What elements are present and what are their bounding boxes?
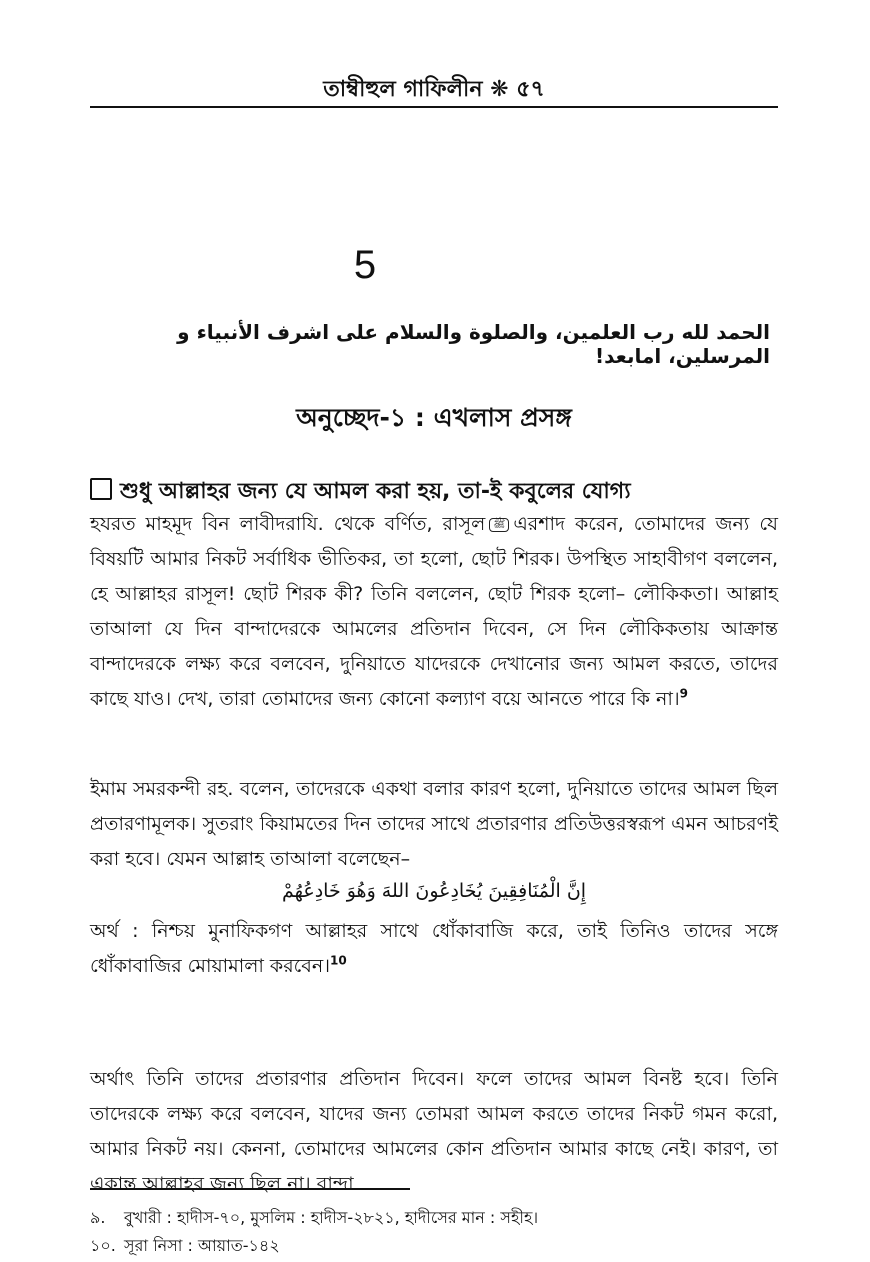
running-header: তাম্বীহুল গাফিলীন ❋ ৫৭ (323, 77, 545, 102)
paragraph-3 (90, 914, 778, 984)
footnote-ref-10[interactable]: 10 (330, 953, 347, 968)
footnote-9 (90, 1204, 778, 1232)
footnotes (90, 1204, 778, 1260)
footnote-ref-9[interactable]: 9 (679, 686, 689, 701)
paragraph-1 (90, 507, 778, 717)
checkbox-icon (90, 478, 112, 500)
footnote-number: ১০. (90, 1236, 116, 1255)
subheading-text: শুধু আল্লাহর জন্য যে আমল করা হয়, তা-ই কবুলের যোগ্য (120, 479, 631, 504)
section-heading: অনুচ্ছেদ-১ : এখলাস প্রসঙ্গ (296, 403, 572, 432)
chapter-number: 5 (353, 243, 377, 287)
verse-meaning: অর্থ : নিশ্চয় মুনাফিকগণ আল্লাহর সাথে ধোঁকাবাজি করে, তাই তিনিও তাদের সঙ্গে ধোঁকাবাজির মোয়ামালা করবেন। (90, 920, 778, 977)
paragraph-1-rest: এরশাদ করেন, তোমাদের জন্য যে বিষয়টি আমার নিকট সর্বাধিক ভীতিকর, তা হলো, ছোট শিরক। উপস্থিত সাহাবীগণ বললেন, হে আল্লাহর রাসূল! ছোট শিরক কী? তিনি বললেন, ছোট শিরক হলো– লৌকিকতা। আল্লাহ তাআলা যে দিন বান্দাদেরকে আমলের প্রতিদান দিবেন, সে দিন লৌকিকতায় আক্রান্ত বান্দাদেরকে লক্ষ্য করে বলবেন, দুনিয়াতে যাদেরকে দেখানোর জন্য আমল করতে, তাদের কাছে যাও। দেখ, তারা তোমাদের জন্য কোনো কল্যাণ বয়ে আনতে পারে কি না। (90, 513, 778, 710)
subheading (90, 474, 778, 511)
salutation-icon: ﷺ (489, 518, 509, 532)
paragraph-1-start: হযরত মাহমূদ বিন লাবীদরাযি. থেকে বর্ণিত, রাসূল (90, 513, 486, 535)
footnote-10 (90, 1232, 778, 1260)
paragraph-4: অর্থাৎ তিনি তাদের প্রতারণার প্রতিদান দিবেন। ফলে তাদের আমল বিনষ্ট হবে। তিনি তাদেরকে লক্ষ্য করে বলবেন, যাদের জন্য তোমরা আমল করতে তাদের নিকট গমন করো, আমার নিকট নয়। কেননা, তোমাদের আমলের কোন প্রতিদান আমার কাছে নেই। কারণ, তা একান্ত আল্লাহর জন্য ছিল না। বান্দা (90, 1068, 778, 1195)
footnote-text: বুখারী : হাদীস-৭০, মুসলিম : হাদীস-২৮২১, হাদীসের মান : সহীহ। (124, 1208, 539, 1227)
paragraph-2: ইমাম সমরকন্দী রহ. বলেন, তাদেরকে একথা বলার কারণ হলো, দুনিয়াতে তাদের আমল ছিল প্রতারণামূলক। সুতরাং কিয়ামতের দিন তাদের সাথে প্রতারণার প্রতিউত্তরস্বরূপ এমন আচরণই করা হবে। যেমন আল্লাহ তাআলা বলেছেন– (90, 778, 778, 870)
header-rule (90, 106, 778, 108)
footnote-number: ৯. (90, 1208, 106, 1227)
quran-verse: إِنَّ الْمُنَافِقِينَ يُخَادِعُونَ اللهَ وَهُوَ خَادِعُهُمْ (281, 880, 587, 902)
footnote-text: সূরা নিসা : আয়াত-১৪২ (124, 1236, 280, 1255)
arabic-opening-line: الحمد لله رب العلمين، والصلوة والسلام على اشرف الأنبياء و المرسلين، امابعد! (177, 320, 770, 368)
footnote-divider (90, 1188, 410, 1190)
